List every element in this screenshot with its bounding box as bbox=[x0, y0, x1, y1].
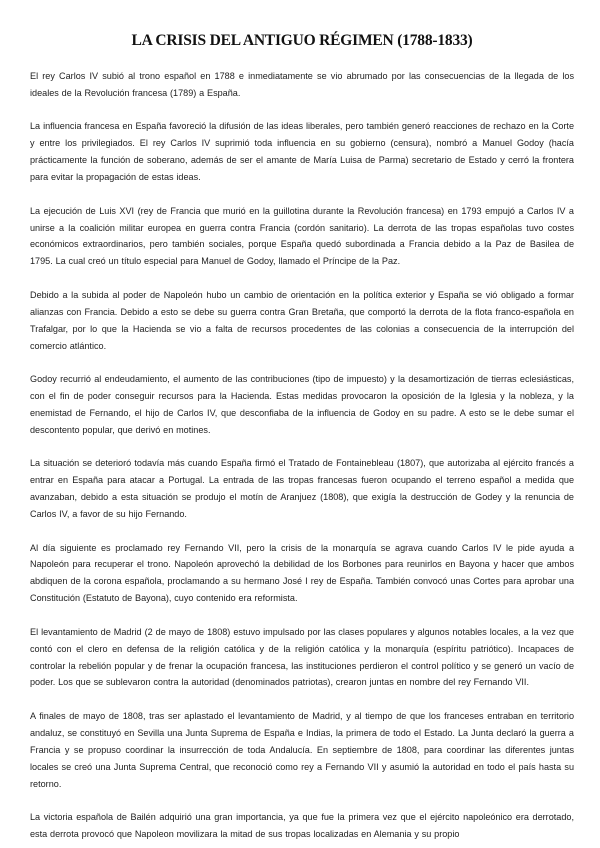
paragraph-madrid-uprising: El levantamiento de Madrid (2 de mayo de 1808) estuvo impulsado por las clases populares y algunos notables locales, a la vez que contó con el clero en defensa de la religión católica y de la religión católica y la monarquía (espíritu patriótico). Incapaces de controlar la rebelión popular y de frenar la ocupación francesa, las instituciones perdieron el control político y se generó un vacío de poder. Los que se sublevaron contra la autoridad (denominados patriotas), crearon juntas en nombre del rey Fernando VII. bbox=[30, 626, 574, 688]
paragraph-fernando-vii-bayona: Al día siguiente es proclamado rey Fernando VII, pero la crisis de la monarquía se agrava cuando Carlos IV le pide ayuda a Napoleón para recuperar el trono. Napoleón aprovechó la debilidad de los Borbones para reunirlos en Bayona y hacer que ambos abdiquen de la corona española, proclamando a su hermano José I rey de España. También convocó unas Cortes para aprobar una Constitución (Estatuto de Bayona), cuyo contenido era reformista. bbox=[30, 542, 574, 604]
paragraph-execution-luis-xvi: La ejecución de Luis XVI (rey de Francia que murió en la guillotina durante la Revolución francesa) en 1793 empujó a Carlos IV a unirse a la coalición militar europea en guerra contra Francia (cordón sanitario). La derrota de las tropas españolas tuvo costes económicos extraordinarios, pero también sociales, porque España quedó subordinada a Francia debido a la Paz de Basilea de 1795. La cual creó un título especial para Manuel de Godoy, llamado el Príncipe de la Paz. bbox=[30, 205, 574, 267]
paragraph-godoy-debt: Godoy recurrió al endeudamiento, el aumento de las contribuciones (tipo de impuesto) y la desamortización de tierras eclesiásticas, con el fin de poder conseguir recursos para la Hacienda. Estas medidas provocaron la oposición de la Iglesia y la nobleza, y la enemistad de Fernando, el hijo de Carlos IV, que desconfiaba de la influencia de Godoy en su padre. A esto se le debe sumar el descontento popular, que derivó en motines. bbox=[30, 374, 574, 435]
paragraph-carlos-iv-accession: El rey Carlos IV subió al trono español en 1788 e inmediatamente se vio abrumado por las consecuencias de la llegada de los ideales de la Revolución francesa (1789) a España. bbox=[30, 71, 574, 98]
paragraph-fontainebleau-treaty: La situación se deterioró todavía más cuando España firmó el Tratado de Fontainebleau (1807), que autorizaba al ejército francés a entrar en España para atacar a Portugal. La entrada de las tropas francesas fueron ocupando el terreno español a medida que avanzaban, debido a esta situación se produjo el motín de Aranjuez (1808), que exigía la destrucción de Godey y la renuncia de Carlos IV, a favor de su hijo Fernando. bbox=[30, 458, 574, 519]
paragraph-napoleon-alliance: Debido a la subida al poder de Napoleón hubo un cambio de orientación en la política exterior y España se vió obligado a formar alianzas con Francia. Debido a esto se debe su guerra contra Gran Bretaña, que comportó la derrota de la flota franco-española en Trafalgar, por lo que la Hacienda se vio a falta de recursos procedentes de las colonias a consecuencia de la interrupción del comercio atlántico. bbox=[30, 289, 574, 351]
paragraph-french-influence: La influencia francesa en España favoreció la difusión de las ideas liberales, pero también generó reacciones de rechazo en la Corte y entre los privilegiados. El rey Carlos IV suprimió toda influencia en su gobierno (censura), nombró a Manuel Godoy (hacía prácticamente la función de soberano, además de ser el amante de María Luisa de Parma) secretario de Estado y cerró la frontera para evitar la propagación de estas ideas. bbox=[30, 121, 574, 183]
paragraph-junta-suprema: A finales de mayo de 1808, tras ser aplastado el levantamiento de Madrid, y al tiempo de que los franceses entraban en territorio andaluz, se constituyó en Sevilla una Junta Suprema de España e Indias, la primera de todo el Estado. La Junta declaró la guerra a Francia y se propuso coordinar la insurrección de toda Andalucía. En septiembre de 1808, para coordinar las diferentes juntas locales se creó una Junta Suprema Central, que reconoció como rey a Fernando VII y asumió la autoridad en todo el país hasta su retorno. bbox=[30, 710, 574, 789]
document-title: LA CRISIS DEL ANTIGUO RÉGIMEN (1788-1833) bbox=[131, 32, 473, 49]
paragraph-bailen-victory: La victoria española de Bailén adquirió una gran importancia, ya que fue la primera vez que el ejército napoleónico era derrotado, esta derrota provocó que Napoleon movilizara la mitad de sus tropas localizadas en Alemania y su propio bbox=[30, 812, 574, 839]
